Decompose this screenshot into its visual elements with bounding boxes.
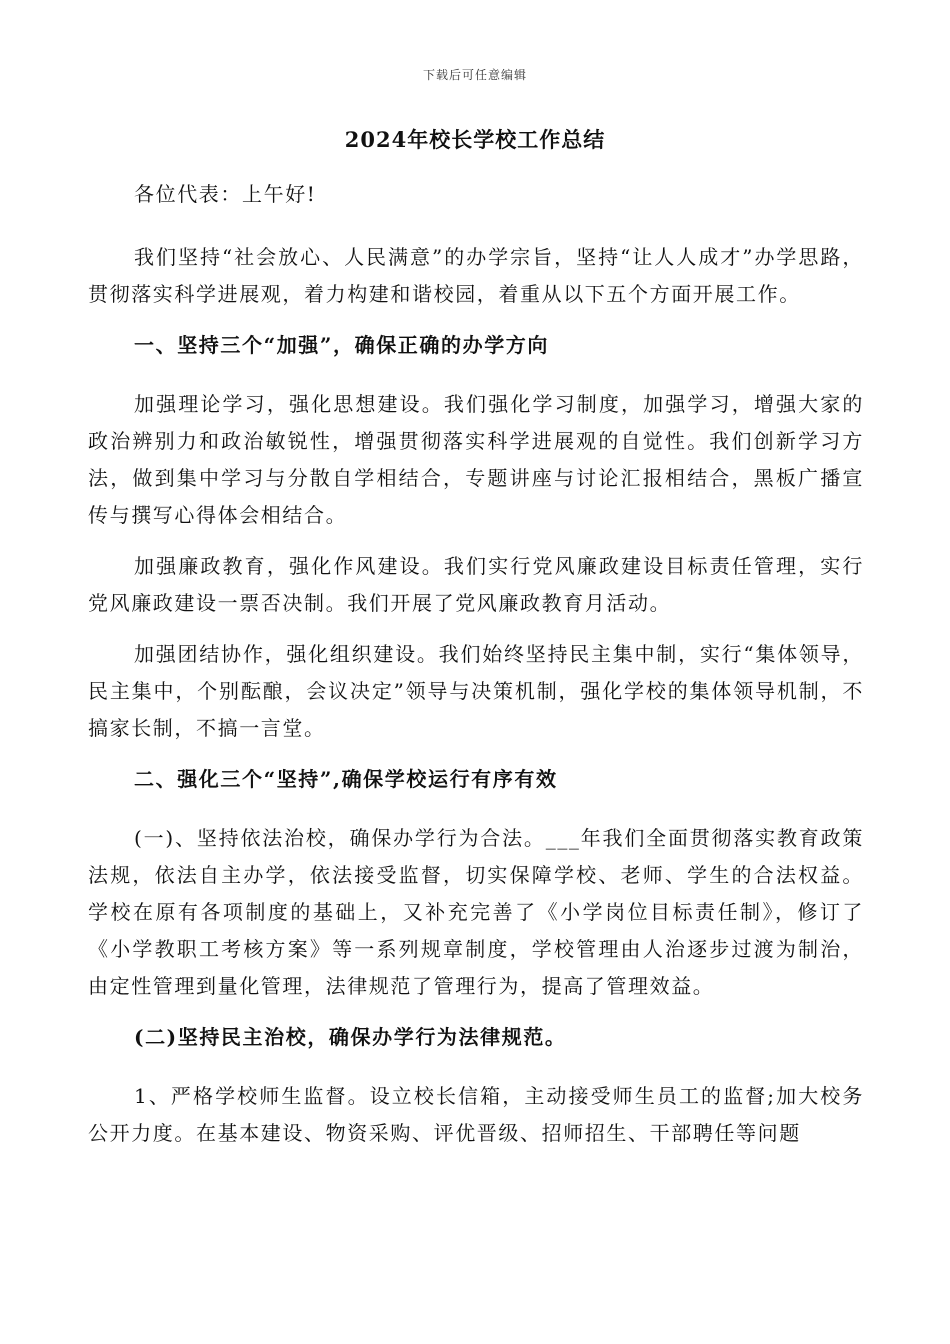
section-2-paragraph-2: 1、严格学校师生监督。设立校长信箱，主动接受师生员工的监督;加大校务公开力度。在基本建设、物资采购、评优晋级、招师招生、干部聘任等问题 [88,1084,864,1145]
header-note: 下载后可任意编辑 [422,68,527,82]
section-1-paragraph-3: 加强团结协作，强化组织建设。我们始终坚持民主集中制，实行“集体领导，民主集中，个别酝酿，会议决定”领导与决策机制，强化学校的集体领导机制，不搞家长制，不搞一言堂。 [88,642,864,740]
section-2-sub-heading: (二)坚持民主治校，确保办学行为法律规范。 [134,1025,567,1049]
section-2-paragraph-1: (一)、坚持依法治校，确保办学行为合法。___年我们全面贯彻落实教育政策法规，依法自主办学，依法接受监督，切实保障学校、老师、学生的合法权益。学校在原有各项制度的基础上，又补充完善了《小学岗位目标责任制》，修订了《小学教职工考核方案》等一系列规章制度，学校管理由人治逐步过渡为制治，由定性管理到量化管理，法律规范了管理行为，提高了管理效益。 [88,826,864,998]
document-title: 2024年校长学校工作总结 [344,127,606,152]
salutation: 各位代表：上午好! [134,182,317,206]
section-1-paragraph-1: 加强理论学习，强化思想建设。我们强化学习制度，加强学习，增强大家的政治辨别力和政治敏锐性，增强贯彻落实科学进展观的自觉性。我们创新学习方法，做到集中学习与分散自学相结合，专题讲座与讨论汇报相结合，黑板广播宣传与撰写心得体会相结合。 [88,392,864,527]
section-2-heading: 二、强化三个“坚持”,确保学校运行有序有效 [134,767,558,791]
section-1-paragraph-2: 加强廉政教育，强化作风建设。我们实行党风廉政建设目标责任管理，实行党风廉政建设一票否决制。我们开展了党风廉政教育月活动。 [88,554,864,615]
section-1-heading: 一、坚持三个“加强”，确保正确的办学方向 [134,333,550,357]
intro-paragraph: 我们坚持“社会放心、人民满意”的办学宗旨，坚持“让人人成才”办学思路，贯彻落实科学进展观，着力构建和谐校园，着重从以下五个方面开展工作。 [88,245,864,306]
document-body [88,176,864,1166]
